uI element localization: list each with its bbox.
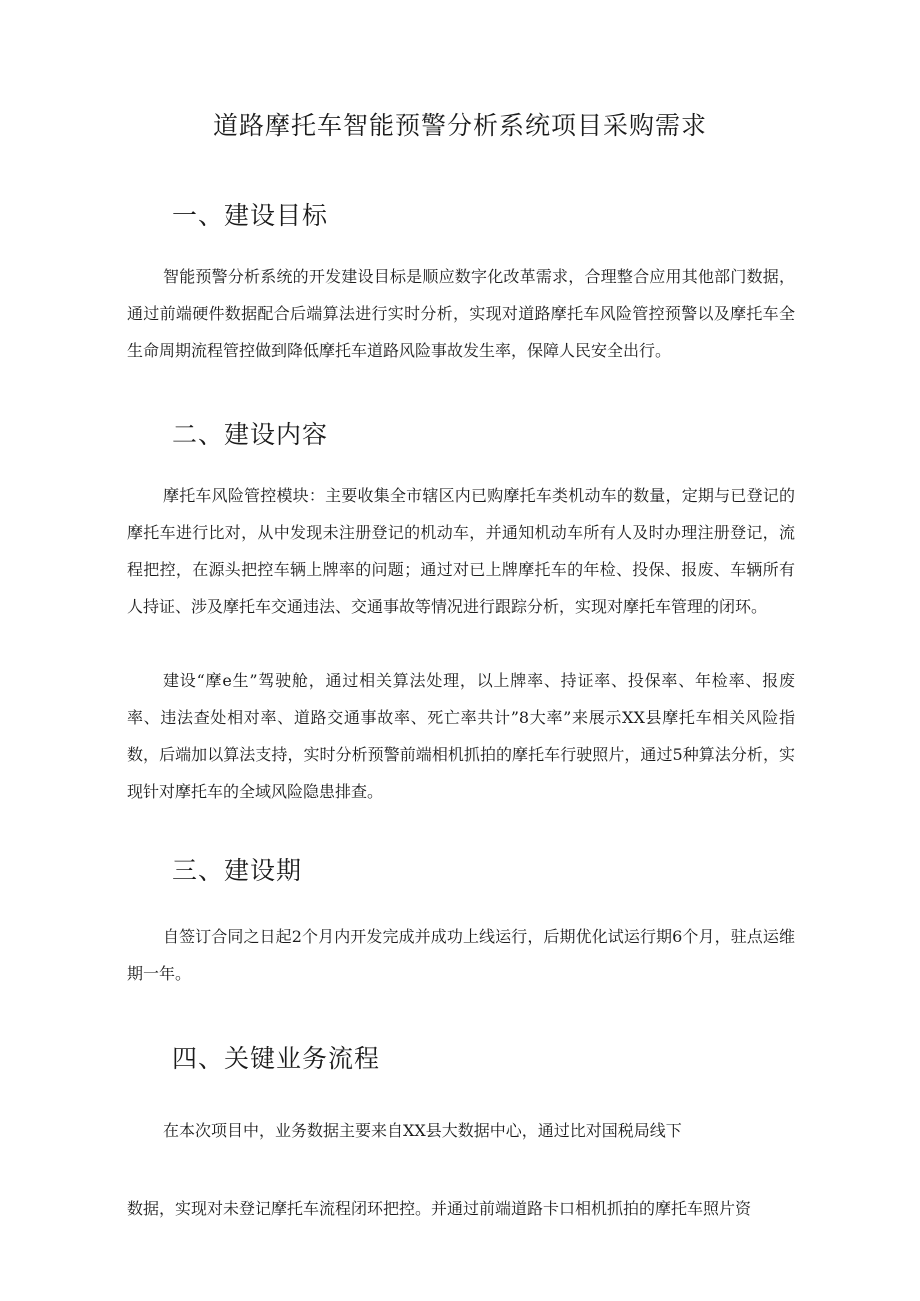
section-goals-paragraph: 智能预警分析系统的开发建设目标是顺应数字化改革需求，合理整合应用其他部门数据，通过前端硬件数据配合后端算法进行实时分析，实现对道路摩托车风险管控预警以及摩托车全生命周期流程管控做到降低摩托车道路风险事故发生率，保障人民安全出行。 — [127, 267, 795, 360]
section-heading-goals: 一、建设目标 — [172, 201, 329, 230]
section-heading-process: 四、关键业务流程 — [172, 1044, 381, 1073]
section-period-paragraph: 自签订合同之日起2个月内开发完成并成功上线运行，后期优化试运行期6个月，驻点运维期一年。 — [127, 927, 795, 983]
section-content-paragraph-2: 建设“摩e生”驾驶舱，通过相关算法处理，以上牌率、持证率、投保率、年检率、报废率、违法查处相对率、道路交通事故率、死亡率共计”8大率”来展示XX县摩托车相关风险指数，后端加以算法支持，实时分析预警前端相机抓拍的摩托车行驶照片，通过5种算法分析，实现针对摩托车的全域风险隐患排查。 — [127, 671, 795, 801]
section-heading-content: 二、建设内容 — [172, 420, 329, 449]
section-process-paragraph-2: 数据，实现对未登记摩托车流程闭环把控。并通过前端道路卡口相机抓拍的摩托车照片资 — [127, 1199, 752, 1218]
document-title: 道路摩托车智能预警分析系统项目采购需求 — [212, 111, 707, 140]
section-process-paragraph-1: 在本次项目中，业务数据主要来自XX县大数据中心，通过比对国税局线下 — [163, 1121, 682, 1140]
section-heading-period: 三、建设期 — [172, 856, 303, 885]
section-content-paragraph-1: 摩托车风险管控模块：主要收集全市辖区内已购摩托车类机动车的数量，定期与已登记的摩托车进行比对，从中发现未注册登记的机动车，并通知机动车所有人及时办理注册登记，流程把控，在源头把控车辆上牌率的问题；通过对已上牌摩托车的年检、投保、报废、车辆所有人持证、涉及摩托车交通违法、交通事故等情况进行跟踪分析，实现对摩托车管理的闭环。 — [127, 486, 795, 616]
